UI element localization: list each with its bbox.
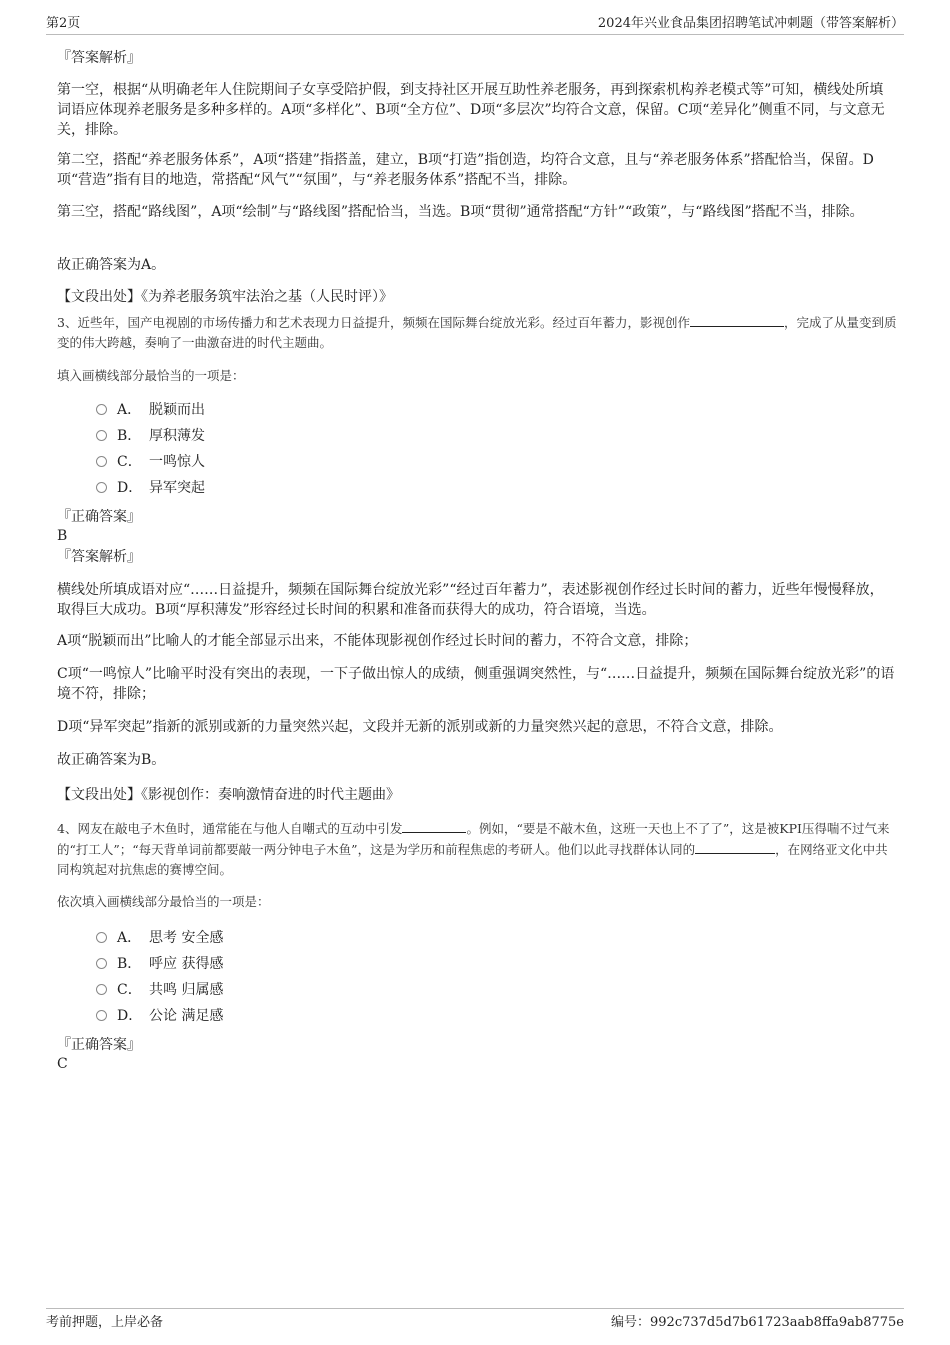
document-code — [611, 1311, 904, 1335]
q3-source: 【文段出处】《影视创作：奏响激情奋进的时代主题曲》 — [57, 787, 400, 803]
q4-answer: C — [57, 1056, 68, 1072]
q4-stem — [57, 818, 897, 880]
q2-conclusion: 故正确答案为A。 — [57, 257, 166, 273]
q4-prompt: 依次填入画横线部分最恰当的一项是： — [57, 894, 270, 909]
q4-option-a[interactable]: A． 思考 安全感 — [96, 927, 223, 949]
q3-answer-heading: 『正确答案』 — [57, 509, 141, 525]
q3-analysis-p3: C项“一鸣惊人”比喻平时没有突出的表现，一下子做出惊人的成绩，侧重强调突然性，与“……日益提升，频频在国际舞台绽放光彩”的语境不符，排除； — [57, 666, 895, 702]
q3-stem-part1: 3、近些年，国产电视剧的市场传播力和艺术表现力日益提升，频频在国际舞台绽放光彩。经过百年蓄力，影视创作 — [57, 315, 690, 330]
q2-analysis-p2: 第二空，搭配“养老服务体系”，A项“搭建”指搭盖，建立，B项“打造”指创造，均符合文意，且与“养老服务体系”搭配恰当，保留。D项“营造”指有目的地造，常搭配“风气”“氛围”，与“养老服务体系”搭配不当，排除。 — [57, 152, 874, 188]
radio-icon[interactable] — [96, 404, 107, 415]
code-label: 编号： — [611, 1315, 651, 1330]
page-footer — [46, 1308, 904, 1333]
q3-answer: B — [57, 528, 68, 544]
code-value: 992c737d5d7b61723aab8ffa9ab8775e — [650, 1315, 904, 1330]
radio-icon[interactable] — [96, 932, 107, 943]
q3-stem — [57, 312, 897, 353]
q3-analysis-p1: 横线处所填成语对应“……日益提升，频频在国际舞台绽放光彩”“经过百年蓄力”，表述影视创作经过长时间的蓄力，近些年慢慢释放，取得巨大成功。B项“厚积薄发”形容经过长时间的积累和准备而获得大的成功，符合语境，当选。 — [57, 582, 884, 618]
footer-slogan: 考前押题，上岸必备 — [46, 1315, 164, 1330]
q3-option-c[interactable]: C． 一鸣惊人 — [96, 451, 205, 473]
q3-analysis-p2: A项“脱颖而出”比喻人的才能全部显示出来，不能体现影视创作经过长时间的蓄力，不符合文意，排除； — [57, 633, 698, 649]
q2-source: 【文段出处】《为养老服务筑牢法治之基（人民时评）》 — [57, 289, 393, 305]
radio-icon[interactable] — [96, 1010, 107, 1021]
radio-icon[interactable] — [96, 430, 107, 441]
q4-option-d[interactable]: D． 公论 满足感 — [96, 1005, 223, 1027]
radio-icon[interactable] — [96, 958, 107, 969]
q3-option-a[interactable]: A． 脱颖而出 — [96, 399, 205, 421]
page-header — [46, 14, 904, 35]
radio-icon[interactable] — [96, 456, 107, 467]
page-number: 第2页 — [46, 16, 81, 31]
q2-analysis-p1: 第一空，根据“从明确老年人住院期间子女享受陪护假，到支持社区开展互助性养老服务，再到探索机构养老模式等”可知，横线处所填词语应体现养老服务是多种多样的。A项“多样化”、B项“全方位”、D项“多层次”均符合文意，保留。C项“差异化”侧重不同，与文意无关，排除。 — [57, 82, 885, 138]
q2-analysis-p3: 第三空，搭配“路线图”，A项“绘制”与“路线图”搭配恰当，当选。B项“贯彻”通常搭配“方针”“政策”，与“路线图”搭配不当，排除。 — [57, 204, 864, 220]
q4-stem-part1: 4、网友在敲电子木鱼时，通常能在与他人自嘲式的互动中引发 — [57, 821, 403, 836]
q4-blank-1 — [402, 818, 466, 833]
q4-stem-part2: 。例如，“要是不敲木鱼，这班一天也上不了了”，这是被KPI压得喘不过气来的“打工人”；“每天背单词前都要敲一两分钟电子木鱼”，这是为学历和前程焦虑的考研人。他们以此寻找群体认同的 — [57, 821, 890, 857]
document-title: 2024年兴业食品集团招聘笔试冲刺题（带答案解析） — [597, 16, 904, 31]
q4-option-c[interactable]: C． 共鸣 归属感 — [96, 979, 223, 1001]
q2-analysis-heading: 『答案解析』 — [57, 50, 141, 66]
radio-icon[interactable] — [96, 482, 107, 493]
q3-prompt: 填入画横线部分最恰当的一项是： — [57, 368, 245, 383]
q3-option-d[interactable]: D． 异军突起 — [96, 477, 205, 499]
q3-conclusion: 故正确答案为B。 — [57, 752, 166, 768]
radio-icon[interactable] — [96, 984, 107, 995]
q3-stem-part2: ，完成了从量变到质变的伟大跨越，奏响了一曲激奋进的时代主题曲。 — [57, 315, 897, 350]
q3-option-b[interactable]: B． 厚积薄发 — [96, 425, 205, 447]
q4-answer-heading: 『正确答案』 — [57, 1037, 141, 1053]
q3-analysis-p4: D项“异军突起”指新的派别或新的力量突然兴起，文段并无新的派别或新的力量突然兴起的意思，不符合文意，排除。 — [57, 719, 783, 735]
q3-analysis-heading: 『答案解析』 — [57, 549, 141, 565]
q4-option-b[interactable]: B． 呼应 获得感 — [96, 953, 223, 975]
q4-blank-2 — [695, 839, 775, 854]
q4-stem-part3: ，在网络亚文化中共同构筑起对抗焦虑的赛博空间。 — [57, 842, 888, 877]
q3-blank — [690, 312, 784, 327]
